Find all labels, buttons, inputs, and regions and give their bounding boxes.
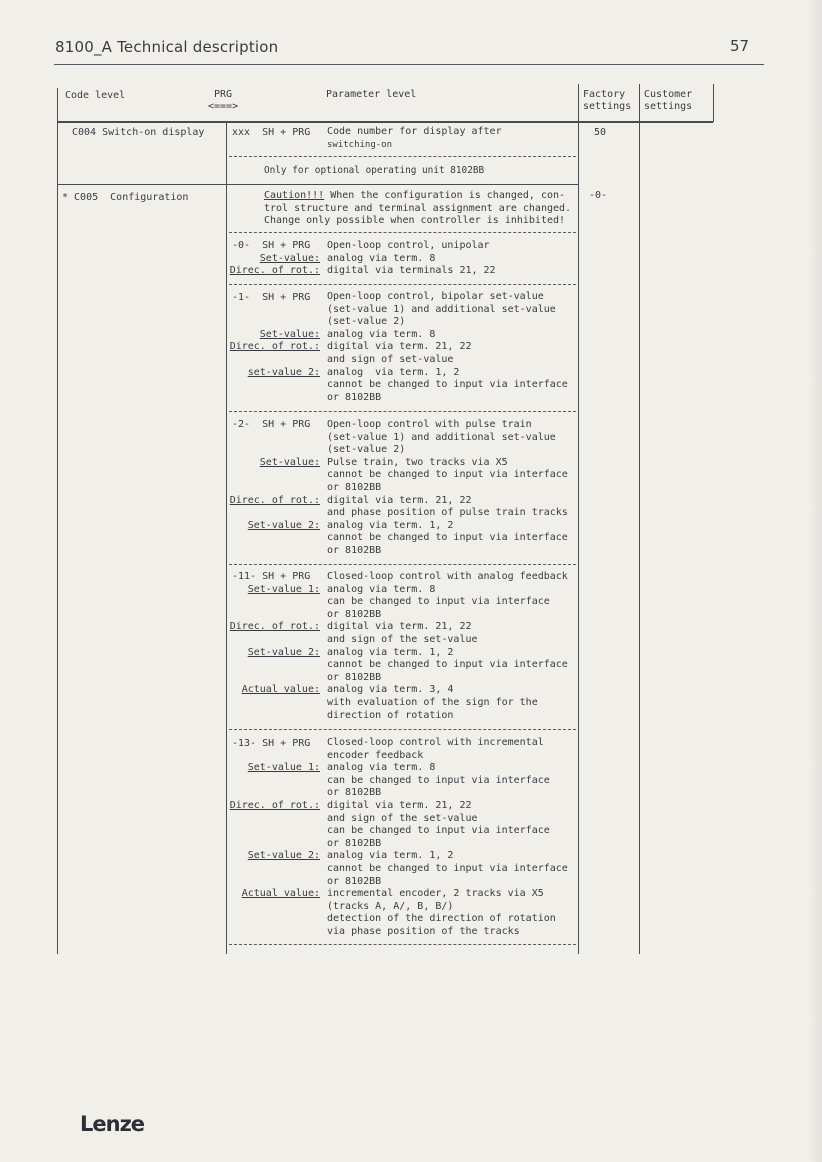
- header-factory-settings: settings: [583, 101, 632, 112]
- option-0-direction: digital via terminals 21, 22: [327, 265, 496, 277]
- option-1-setvalue: analog via term. 8: [327, 328, 436, 340]
- option-13-direction: can be changed to input via interface: [327, 825, 550, 837]
- option-2-description: [327, 419, 568, 558]
- option-2-setvalue-2-label: Set-value 2:: [247, 519, 320, 531]
- option-1-direction: digital via term. 21, 22: [327, 341, 472, 353]
- option-13-actual-value-label: Actual value:: [241, 888, 320, 900]
- option-11-setvalue-1: or 8102BB: [327, 608, 382, 620]
- option-13-actual-value: (tracks A, A/, B, B/): [327, 900, 454, 912]
- c004-factory-value: 50: [594, 127, 607, 138]
- option-0-description: [327, 240, 496, 278]
- option-2-setvalue-2: or 8102BB: [327, 544, 382, 556]
- option-13-setvalue-1-label: Set-value 1:: [247, 762, 320, 774]
- option-13-setvalue-1: analog via term. 8: [327, 762, 436, 774]
- option-11-setvalue-1: analog via term. 8: [327, 583, 436, 595]
- c004-desc-line: switching-on: [327, 139, 393, 150]
- option-11-setvalue-1: can be changed to input via interface: [327, 596, 550, 608]
- option-13-actual-value: detection of the direction of rotation: [327, 913, 556, 925]
- option-13-title: Closed-loop control with incremental: [327, 737, 544, 748]
- option-divider: [229, 564, 576, 565]
- option-11-setvalue-2-label: Set-value 2:: [247, 646, 320, 658]
- caution-line: trol structure and terminal assignment are changed.: [264, 202, 572, 214]
- option-11-setvalue-2: or 8102BB: [327, 671, 382, 683]
- page-number: 57: [730, 37, 750, 55]
- lenze-logo: Lenze: [80, 1112, 145, 1136]
- option-11-setvalue-1-label: Set-value 1:: [247, 583, 320, 595]
- c004-desc-line: Code number for display after: [327, 126, 502, 137]
- column-divider-factory: [639, 84, 640, 954]
- option-2-setvalue-label: Set-value:: [259, 456, 320, 468]
- option-13-setvalue-1: can be changed to input via interface: [327, 774, 550, 786]
- option-2-setvalue-2: cannot be changed to input via interface: [327, 532, 568, 544]
- option-1-setvalue-2: cannot be changed to input via interface: [327, 379, 568, 391]
- c004-access: xxx SH + PRG: [232, 127, 311, 138]
- header-code-level: Code level: [65, 90, 126, 101]
- option-1-direction: and sign of set-value: [327, 353, 454, 365]
- option-0-setvalue: analog via term. 8: [327, 252, 436, 264]
- option-1-setvalue-2: or 8102BB: [327, 391, 382, 403]
- option-1-direction-label: Direc. of rot.:: [229, 341, 320, 353]
- caution-line: [264, 190, 571, 203]
- option-1-setvalue-2: analog via term. 1, 2: [327, 366, 460, 378]
- option-divider: [229, 729, 576, 730]
- option-11-setvalue-2: analog via term. 1, 2: [327, 646, 454, 658]
- option-divider: [229, 411, 576, 412]
- option-2-setvalue-2: analog via term. 1, 2: [327, 519, 454, 531]
- caution-line: Change only possible when controller is inhibited!: [264, 215, 566, 227]
- option-2-setvalue: or 8102BB: [327, 481, 382, 493]
- option-13-title: encoder feedback: [327, 749, 424, 761]
- option-13-setvalue-2: analog via term. 1, 2: [327, 850, 454, 862]
- option-1-title: Open-loop control, bipolar set-value: [327, 291, 544, 302]
- option-11-setvalue-2: cannot be changed to input via interface: [327, 659, 568, 671]
- option-2-access: -2- SH + PRG: [232, 419, 311, 430]
- header-bottom-rule: [57, 121, 713, 123]
- c004-divider: [229, 156, 576, 157]
- code-c005: * C005 Configuration: [62, 192, 189, 203]
- option-13-setvalue-2: or 8102BB: [327, 875, 382, 887]
- header-prg-arrow: <===>: [208, 101, 239, 112]
- option-13-description: [327, 737, 568, 939]
- option-1-description: [327, 291, 568, 404]
- option-13-setvalue-2: cannot be changed to input via interface: [327, 862, 568, 874]
- option-11-actual-value-label: Actual value:: [241, 684, 320, 696]
- c004-note: Only for optional operating unit 8102BB: [264, 165, 485, 176]
- table-right-border: [713, 84, 714, 122]
- header-prg: PRG: [214, 89, 233, 100]
- caution-label: Caution!!!: [264, 190, 325, 201]
- option-2-setvalue: cannot be changed to input via interface: [327, 469, 568, 481]
- option-11-actual-value: direction of rotation: [327, 709, 454, 721]
- c004-description: [327, 126, 502, 151]
- option-1-access: -1- SH + PRG: [232, 292, 311, 303]
- header-customer-settings: settings: [644, 101, 693, 112]
- option-11-actual-value: with evaluation of the sign for the: [327, 696, 538, 708]
- caution-text: When the configuration is changed, con-: [324, 190, 566, 201]
- option-2-setvalue: Pulse train, two tracks via X5: [327, 456, 508, 468]
- table-left-border: [57, 88, 58, 954]
- option-13-direction: and sign of the set-value: [327, 812, 478, 824]
- c005-caution: [264, 190, 571, 228]
- option-0-setvalue-label: Set-value:: [259, 252, 320, 264]
- option-13-direction-label: Direc. of rot.:: [229, 800, 320, 811]
- option-2-title: Open-loop control with pulse train: [327, 419, 532, 430]
- option-13-actual-value: via phase position of the tracks: [327, 925, 520, 937]
- page-title: 8100_A Technical description: [55, 38, 279, 56]
- option-13-access: -13- SH + PRG: [232, 738, 311, 749]
- option-divider: [229, 944, 576, 945]
- option-13-actual-value: incremental encoder, 2 tracks via X5: [327, 888, 544, 900]
- column-divider-parameter: [578, 84, 579, 954]
- option-13-setvalue-2-label: Set-value 2:: [247, 850, 320, 862]
- option-divider: [229, 284, 576, 285]
- header-factory: Factory: [583, 89, 626, 100]
- option-2-title: (set-value 2): [327, 444, 406, 456]
- option-1-setvalue-label: Set-value:: [259, 328, 320, 340]
- row-divider-c005: [57, 184, 578, 185]
- option-11-description: [327, 571, 568, 722]
- option-2-direction: digital via term. 21, 22: [327, 494, 472, 506]
- header-parameter-level: Parameter level: [326, 89, 417, 100]
- option-13-direction: digital via term. 21, 22: [327, 799, 472, 811]
- option-11-access: -11- SH + PRG: [232, 571, 311, 582]
- page-edge-shadow: [808, 0, 822, 1162]
- option-0-title: Open-loop control, unipolar: [327, 240, 490, 251]
- option-11-direction-label: Direc. of rot.:: [229, 621, 320, 633]
- header-customer: Customer: [644, 89, 693, 100]
- option-2-direction: and phase position of pulse train tracks: [327, 507, 568, 519]
- option-divider: [229, 232, 576, 233]
- option-0-access: -0- SH + PRG: [232, 240, 311, 251]
- option-11-direction: and sign of the set-value: [327, 633, 478, 645]
- option-11-actual-value: analog via term. 3, 4: [327, 684, 454, 696]
- option-11-title: Closed-loop control with analog feedback: [327, 571, 568, 582]
- option-11-direction: digital via term. 21, 22: [327, 621, 472, 633]
- option-1-title: (set-value 1) and additional set-value: [327, 303, 556, 315]
- code-c004: C004 Switch-on display: [72, 127, 205, 138]
- option-1-title: (set-value 2): [327, 316, 406, 328]
- header-rule: [54, 64, 764, 65]
- option-13-setvalue-1: or 8102BB: [327, 787, 382, 799]
- option-13-direction: or 8102BB: [327, 837, 382, 849]
- option-2-title: (set-value 1) and additional set-value: [327, 431, 556, 443]
- option-1-setvalue-2-label: set-value 2:: [247, 366, 320, 378]
- c005-factory-value: -0-: [589, 190, 608, 201]
- option-2-direction-label: Direc. of rot.:: [229, 494, 320, 506]
- column-divider-code: [226, 122, 227, 954]
- option-0-direction-label: Direc. of rot.:: [229, 265, 320, 277]
